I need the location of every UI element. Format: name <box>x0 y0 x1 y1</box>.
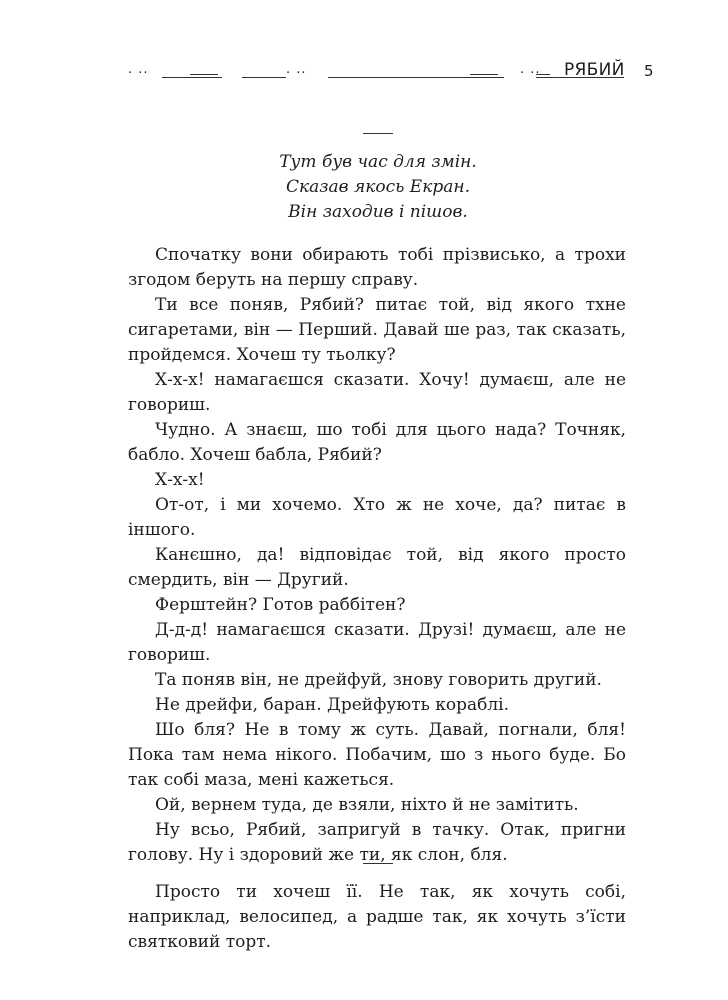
paragraph: Д-д-д! намагаєшся сказати. Друзі! думаєш, але не говориш. <box>128 620 626 665</box>
header-dots: . .. <box>286 62 307 77</box>
paragraph: Ну всьо, Рябий, запригуй в тачку. Отак, пригни голову. Ну і здоровий же ти, як слон, бля. <box>128 820 626 865</box>
paragraph: Ти все поняв, Рябий? питає той, від якого тхне сигаретами, він — Перший. Давай ше раз, так сказать, пройдемся. Хочеш ту тьолку? <box>128 295 626 365</box>
header-rule <box>190 74 218 75</box>
running-title: РЯБИЙ <box>564 60 625 80</box>
page-number: 5 <box>644 62 654 80</box>
paragraph: Чудно. А знаєш, шо тобі для цього нада? Точняк, бабло. Хочеш бабла, Рябий? <box>128 420 626 465</box>
paragraph: Просто ти хочеш її. Не так, як хочуть собі, наприклад, велосипед, а радше так, як хочуть з’їсти святковий торт. <box>128 882 626 952</box>
epigraph <box>180 150 576 225</box>
body-text-after-break <box>128 880 626 955</box>
paragraph: От-от, і ми хочемо. Хто ж не хоче, да? питає в іншого. <box>128 495 626 540</box>
paragraph: Шо бля? Не в тому ж суть. Давай, погнали, бля! Пока там нема нікого. Побачим, шо з нього буде. Бо так собі маза, мені кажеться. <box>128 720 626 790</box>
paragraph: Ой, вернем туда, де взяли, ніхто й не замітить. <box>155 795 579 815</box>
paragraph: Не дрейфи, баран. Дрейфують кораблі. <box>155 695 510 715</box>
header-rule <box>536 74 550 75</box>
header-rule <box>328 77 504 78</box>
header-dots: . .. <box>128 62 149 77</box>
paragraph: Х-х-х! <box>155 470 205 490</box>
header-rule <box>470 74 498 75</box>
running-header <box>128 58 658 88</box>
header-rule <box>162 77 222 78</box>
epigraph-line: Він заходив і пішов. <box>288 202 468 222</box>
paragraph: Х-х-х! намагаєшся сказати. Хочу! думаєш, але не говориш. <box>128 370 626 415</box>
header-dots: . .. <box>520 62 541 77</box>
paragraph: Канєшно, да! відповідає той, від якого просто смердить, він — Другий. <box>128 545 626 590</box>
paragraph: Та поняв він, не дрейфуй, знову говорить другий. <box>155 670 602 690</box>
epigraph-line: Сказав якось Екран. <box>285 177 470 197</box>
scene-break <box>363 863 393 864</box>
body-text <box>128 243 626 868</box>
epigraph-line: Тут був час для змін. <box>279 152 477 172</box>
paragraph: Ферштейн? Готов раббітен? <box>155 595 406 615</box>
paragraph: Спочатку вони обирають тобі прізвисько, а трохи згодом беруть на першу справу. <box>128 245 626 290</box>
scene-break <box>363 133 393 134</box>
header-rule <box>242 77 286 78</box>
